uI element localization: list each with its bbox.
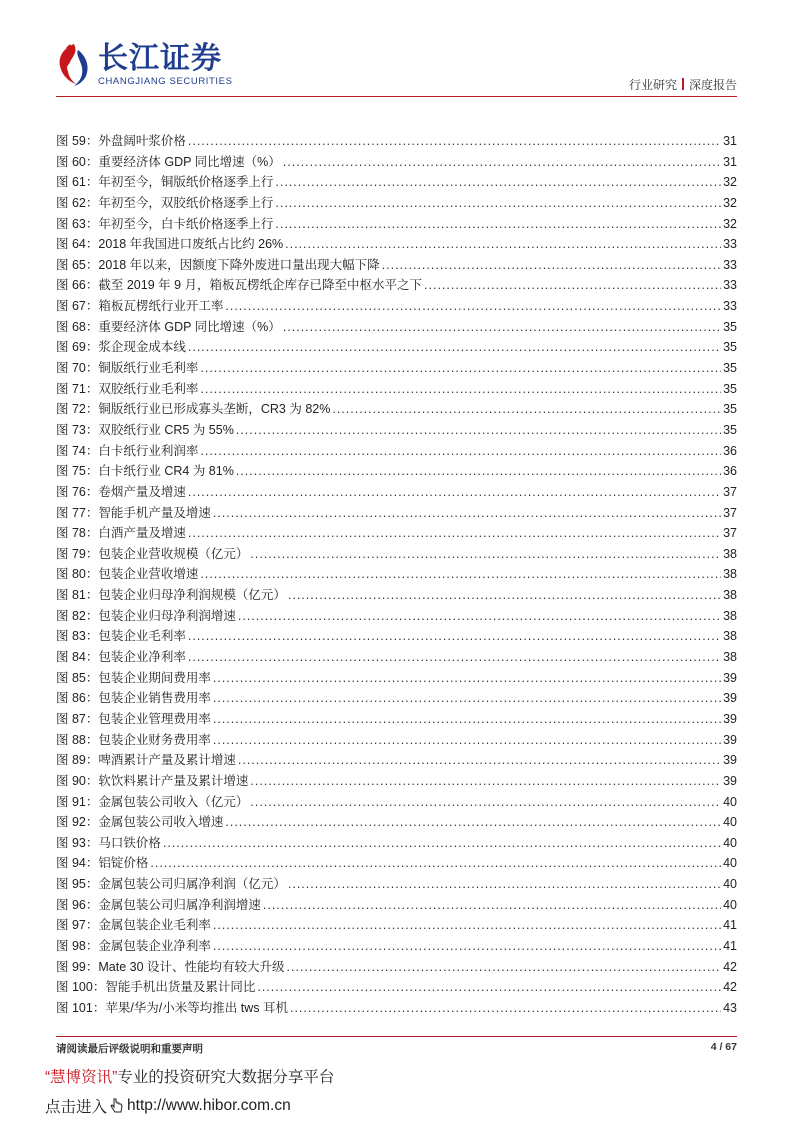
toc-entry[interactable] [56, 730, 737, 751]
toc-entry-label: 图 78：白酒产量及增速 [56, 526, 186, 541]
toc-entry-page: 39 [723, 711, 737, 726]
toc-entry-page: 32 [723, 175, 737, 190]
toc-entry-page: 35 [723, 422, 737, 437]
toc-entry-label: 图 84：包装企业净利率 [56, 650, 186, 665]
toc-entry-label: 图 101：苹果/华为/小米等均推出 tws 耳机 [56, 1000, 288, 1015]
toc-entry[interactable] [56, 688, 737, 709]
toc-entry[interactable] [56, 172, 737, 193]
toc-entry-label: 图 67：箱板瓦楞纸行业开工率 [56, 299, 224, 314]
toc-entry[interactable] [56, 358, 737, 379]
toc-leader-dots [163, 833, 721, 854]
toc-entry-label: 图 66：截至 2019 年 9 月，箱板瓦楞纸企库存已降至中枢水平之下 [56, 278, 423, 293]
toc-entry[interactable] [56, 482, 737, 503]
toc-entry[interactable] [56, 564, 737, 585]
toc-entry-label: 图 85：包装企业期间费用率 [56, 670, 211, 685]
toc-entry-page: 43 [723, 1000, 737, 1015]
toc-leader-dots [285, 234, 721, 255]
toc-entry-page: 33 [723, 237, 737, 252]
toc-entry-page: 39 [723, 732, 737, 747]
logo-chinese-name: 长江证券 [98, 41, 222, 76]
toc-entry-label: 图 82：包装企业归母净利润增速 [56, 608, 236, 623]
toc-leader-dots [150, 853, 721, 874]
toc-entry-page: 32 [723, 195, 737, 210]
toc-leader-dots [283, 152, 721, 173]
company-logo [52, 40, 252, 90]
toc-entry[interactable] [56, 771, 737, 792]
logo-english-name: CHANGJIANG SECURITIES [98, 76, 233, 87]
toc-entry-page: 35 [723, 319, 737, 334]
toc-entry[interactable] [56, 420, 737, 441]
toc-leader-dots [188, 647, 721, 668]
toc-entry-page: 33 [723, 299, 737, 314]
toc-entry-page: 38 [723, 629, 737, 644]
toc-entry[interactable] [56, 709, 737, 730]
toc-entry-label: 图 68：重要经济体 GDP 同比增速（%） [56, 319, 281, 334]
toc-entry[interactable] [56, 317, 737, 338]
toc-leader-dots [424, 275, 721, 296]
toc-entry-label: 图 90：软饮料累计产量及累计增速 [56, 773, 249, 788]
toc-entry-page: 40 [723, 856, 737, 871]
promo-url-link[interactable]: http://www.hibor.com.cn [127, 1097, 291, 1114]
footer-disclaimer: 请阅读最后评级说明和重要声明 [56, 1043, 203, 1055]
toc-entry-label: 图 88：包装企业财务费用率 [56, 732, 211, 747]
toc-entry-label: 图 100：智能手机出货量及累计同比 [56, 980, 256, 995]
promo-click-text: 点击进入 [45, 1099, 108, 1116]
toc-entry-label: 图 65：2018 年以来，因额度下降外废进口量出现大幅下降 [56, 257, 380, 272]
promo-tagline: 专业的投资研究大数据分享平台 [117, 1069, 335, 1086]
toc-entry[interactable] [56, 895, 737, 916]
toc-entry[interactable] [56, 977, 737, 998]
toc-entry[interactable] [56, 750, 737, 771]
toc-entry-page: 38 [723, 588, 737, 603]
toc-leader-dots [188, 626, 721, 647]
toc-entry-label: 图 74：白卡纸行业利润率 [56, 443, 199, 458]
toc-entry-label: 图 98：金属包装企业净利率 [56, 938, 211, 953]
toc-entry-page: 42 [723, 980, 737, 995]
category-label: 行业研究 [628, 78, 677, 92]
toc-leader-dots [213, 915, 721, 936]
promo-brand: “慧博资讯” [45, 1069, 118, 1086]
toc-leader-dots [213, 936, 721, 957]
toc-leader-dots [236, 461, 721, 482]
toc-leader-dots [382, 255, 721, 276]
toc-entry-page: 39 [723, 773, 737, 788]
toc-entry-label: 图 95：金属包装公司归属净利润（亿元） [56, 877, 286, 892]
toc-leader-dots [225, 812, 721, 833]
toc-leader-dots [257, 977, 721, 998]
toc-leader-dots [275, 214, 721, 235]
toc-entry[interactable] [56, 296, 737, 317]
toc-leader-dots [200, 358, 721, 379]
toc-leader-dots [288, 874, 721, 895]
toc-leader-dots [188, 337, 721, 358]
toc-leader-dots [283, 317, 721, 338]
toc-entry[interactable] [56, 503, 737, 524]
page-indicator: 4 / 67 [710, 1041, 737, 1053]
toc-entry[interactable] [56, 441, 737, 462]
toc-entry[interactable] [56, 936, 737, 957]
toc-entry-page: 33 [723, 257, 737, 272]
header-divider [56, 96, 737, 97]
toc-entry-page: 35 [723, 361, 737, 376]
toc-entry-page: 36 [723, 464, 737, 479]
toc-entry-page: 38 [723, 650, 737, 665]
toc-leader-dots [213, 688, 721, 709]
toc-entry-page: 38 [723, 567, 737, 582]
toc-leader-dots [213, 668, 721, 689]
toc-entry-page: 32 [723, 216, 737, 231]
toc-entry[interactable] [56, 606, 737, 627]
toc-entry-label: 图 59：外盘阔叶浆价格 [56, 134, 186, 148]
toc-entry-label: 图 79：包装企业营收规模（亿元） [56, 546, 249, 561]
toc-leader-dots [250, 771, 721, 792]
report-category [629, 76, 737, 93]
toc-entry-label: 图 83：包装企业毛利率 [56, 629, 186, 644]
toc-leader-dots [188, 523, 721, 544]
toc-entry-page: 37 [723, 484, 737, 499]
promo-link-line[interactable] [45, 1095, 291, 1117]
toc-leader-dots [250, 792, 721, 813]
toc-entry-page: 40 [723, 877, 737, 892]
toc-entry[interactable] [56, 461, 737, 482]
toc-entry-label: 图 86：包装企业销售费用率 [56, 691, 211, 706]
logo-emblem-icon [52, 40, 96, 88]
toc-entry-label: 图 96：金属包装公司归属净利润增速 [56, 897, 261, 912]
toc-entry[interactable] [56, 337, 737, 358]
toc-entry-label: 图 81：包装企业归母净利润规模（亿元） [56, 588, 286, 603]
toc-leader-dots [225, 296, 721, 317]
toc-entry-label: 图 69：浆企现金成本线 [56, 340, 186, 355]
toc-leader-dots [275, 193, 721, 214]
toc-leader-dots [188, 482, 721, 503]
toc-entry[interactable] [56, 523, 737, 544]
toc-entry-label: 图 91：金属包装公司收入（亿元） [56, 794, 249, 809]
toc-entry[interactable] [56, 647, 737, 668]
toc-entry-label: 图 73：双胶纸行业 CR5 为 55% [56, 422, 234, 437]
toc-leader-dots [250, 544, 721, 565]
toc-entry-page: 31 [723, 134, 737, 148]
toc-entry[interactable] [56, 131, 737, 152]
toc-leader-dots [287, 957, 722, 978]
toc-entry-page: 38 [723, 546, 737, 561]
toc-entry-label: 图 77：智能手机产量及增速 [56, 505, 211, 520]
toc-leader-dots [238, 606, 721, 627]
toc-entry-page: 39 [723, 670, 737, 685]
toc-entry-label: 图 62：年初至今，双胶纸价格逐季上行 [56, 195, 274, 210]
toc-entry-label: 图 89：啤酒累计产量及累计增速 [56, 753, 236, 768]
report-type-label: 深度报告 [688, 78, 737, 92]
toc-entry[interactable] [56, 874, 737, 895]
toc-entry-label: 图 87：包装企业管理费用率 [56, 711, 211, 726]
toc-entry-label: 图 64：2018 年我国进口废纸占比约 26% [56, 237, 284, 252]
toc-entry-label: 图 93：马口铁价格 [56, 835, 161, 850]
toc-entry-page: 39 [723, 753, 737, 768]
toc-leader-dots [236, 420, 721, 441]
toc-entry-label: 图 72：铜版纸行业已形成寡头垄断，CR3 为 82% [56, 402, 331, 417]
toc-entry-label: 图 61：年初至今，铜版纸价格逐季上行 [56, 175, 274, 190]
toc-entry-page: 40 [723, 815, 737, 830]
toc-entry-label: 图 94：铝锭价格 [56, 856, 149, 871]
toc-entry[interactable] [56, 668, 737, 689]
toc-entry-page: 40 [723, 835, 737, 850]
toc-entry[interactable] [56, 915, 737, 936]
toc-leader-dots [263, 895, 721, 916]
toc-entry-page: 40 [723, 794, 737, 809]
toc-entry[interactable] [56, 255, 737, 276]
toc-leader-dots [213, 709, 721, 730]
promo-line [45, 1065, 334, 1087]
toc-entry-page: 35 [723, 340, 737, 355]
toc-entry-page: 39 [723, 691, 737, 706]
toc-entry[interactable] [56, 957, 737, 978]
table-of-figures [56, 131, 737, 1019]
toc-entry[interactable] [56, 399, 737, 420]
toc-entry-label: 图 60：重要经济体 GDP 同比增速（%） [56, 154, 281, 169]
toc-entry-page: 33 [723, 278, 737, 293]
toc-entry-page: 37 [723, 505, 737, 520]
toc-entry-label: 图 70：铜版纸行业毛利率 [56, 361, 199, 376]
toc-entry[interactable] [56, 812, 737, 833]
toc-entry[interactable] [56, 275, 737, 296]
footer-divider [56, 1036, 737, 1037]
toc-entry[interactable] [56, 833, 737, 854]
toc-leader-dots [288, 585, 721, 606]
toc-entry[interactable] [56, 792, 737, 813]
header-separator [682, 78, 684, 90]
toc-leader-dots [290, 998, 721, 1019]
toc-entry-page: 35 [723, 381, 737, 396]
toc-entry-page: 42 [723, 959, 737, 974]
toc-leader-dots [238, 750, 721, 771]
toc-leader-dots [188, 131, 721, 152]
toc-entry[interactable] [56, 853, 737, 874]
pointer-hand-icon [109, 1097, 125, 1115]
toc-entry-label: 图 92：金属包装公司收入增速 [56, 815, 224, 830]
toc-entry-label: 图 63：年初至今，白卡纸价格逐季上行 [56, 216, 274, 231]
toc-entry-label: 图 75：白卡纸行业 CR4 为 81% [56, 464, 234, 479]
toc-entry-page: 41 [723, 918, 737, 933]
toc-leader-dots [200, 441, 721, 462]
toc-leader-dots [200, 564, 721, 585]
toc-entry[interactable] [56, 998, 737, 1019]
toc-leader-dots [213, 503, 721, 524]
toc-entry-page: 35 [723, 402, 737, 417]
toc-entry-page: 31 [723, 154, 737, 169]
toc-entry-page: 40 [723, 897, 737, 912]
toc-leader-dots [213, 730, 721, 751]
toc-entry-label: 图 99：Mate 30 设计、性能均有较大升级 [56, 959, 285, 974]
toc-entry[interactable] [56, 585, 737, 606]
toc-entry-label: 图 71：双胶纸行业毛利率 [56, 381, 199, 396]
toc-entry[interactable] [56, 193, 737, 214]
toc-entry[interactable] [56, 152, 737, 173]
page-header [0, 0, 793, 100]
toc-entry[interactable] [56, 379, 737, 400]
toc-entry-label: 图 80：包装企业营收增速 [56, 567, 199, 582]
toc-entry[interactable] [56, 214, 737, 235]
toc-leader-dots [275, 172, 721, 193]
toc-entry-page: 41 [723, 938, 737, 953]
toc-entry-page: 38 [723, 608, 737, 623]
toc-entry-label: 图 76：卷烟产量及增速 [56, 484, 186, 499]
toc-entry[interactable] [56, 544, 737, 565]
toc-entry-page: 37 [723, 526, 737, 541]
toc-entry[interactable] [56, 626, 737, 647]
toc-leader-dots [332, 399, 721, 420]
toc-leader-dots [200, 379, 721, 400]
toc-entry[interactable] [56, 234, 737, 255]
toc-entry-label: 图 97：金属包装企业毛利率 [56, 918, 211, 933]
toc-entry-page: 36 [723, 443, 737, 458]
